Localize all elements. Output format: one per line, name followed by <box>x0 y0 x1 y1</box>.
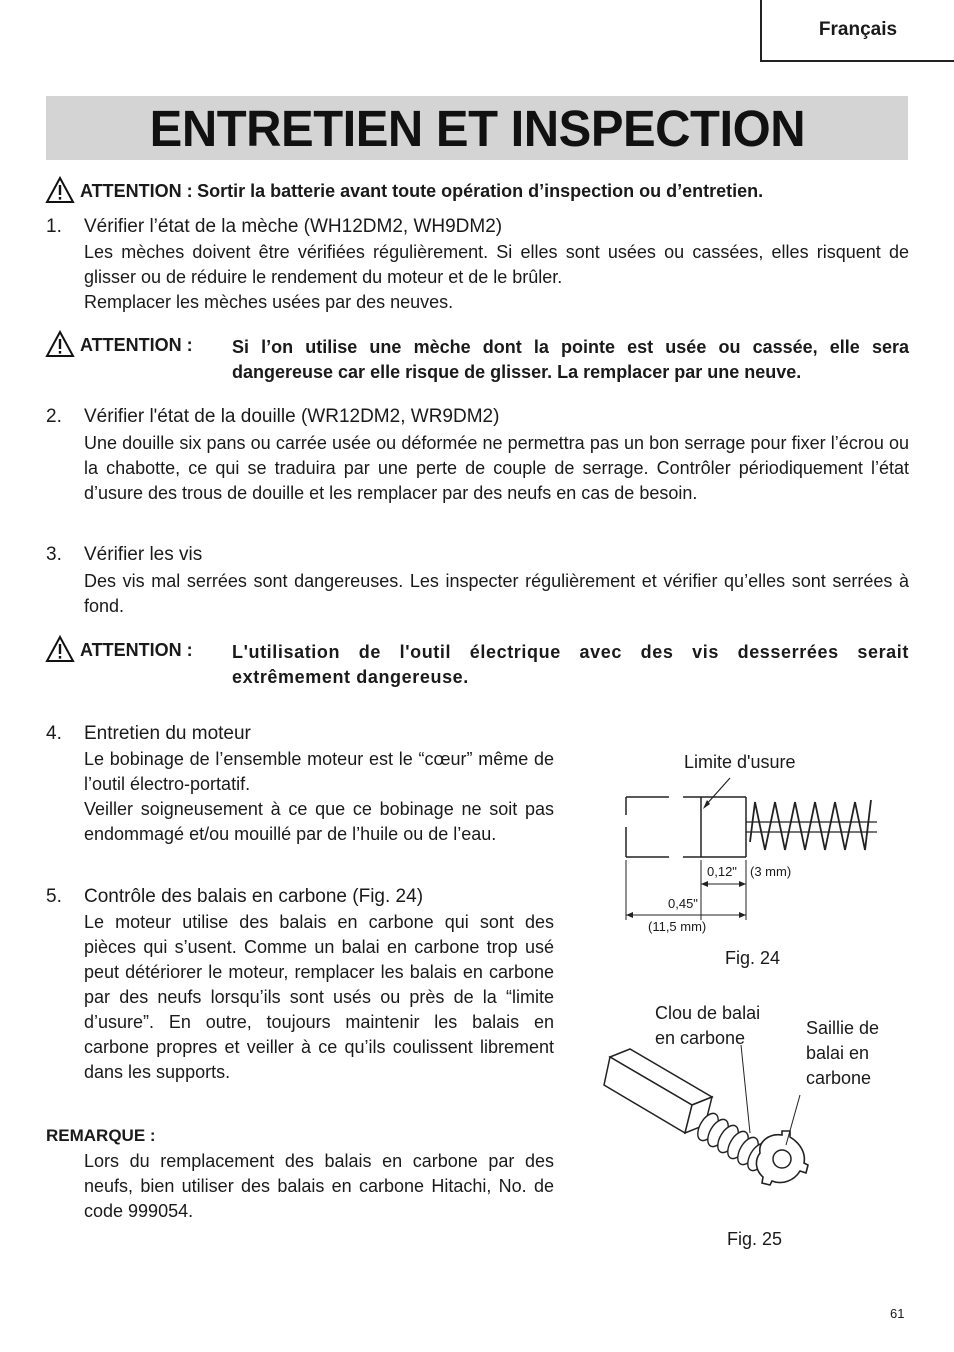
fig25-label-nail <box>655 1001 760 1051</box>
fig24-brush-diagram <box>615 770 885 940</box>
warning-3-text: L'utilisation de l'outil électrique avec des vis desserrées serait extrêmement dangereuse. <box>232 642 909 687</box>
fig25-brush-illustration <box>600 1045 830 1215</box>
section-2-number: 2. <box>46 406 62 427</box>
warning-triangle-icon <box>45 176 75 204</box>
warning-triangle-icon <box>45 330 75 358</box>
warning-triangle-icon <box>45 635 75 663</box>
fig24-dim-large-mm: (11,5 mm) <box>648 919 707 934</box>
attention-label: ATTENTION : <box>80 335 193 355</box>
fig25-label-nail-line: Clou de balai <box>655 1003 761 1023</box>
section-1-paragraph: Remplacer les mèches usées par des neuves. <box>84 292 454 312</box>
section-1-body <box>84 240 909 315</box>
section-1-number: 1. <box>46 216 62 237</box>
fig24-wear-limit-label: Limite d'usure <box>684 752 796 772</box>
section-3-body <box>84 569 909 619</box>
section-2-heading: Vérifier l'état de la douille (WR12DM2, WR9DM2) <box>84 406 500 427</box>
fig24-dim-small-in: 0,12" <box>707 864 737 879</box>
warning-1-text: Sortir la batterie avant toute opération d’inspection ou d’entretien. <box>197 181 764 201</box>
warning-1 <box>80 181 920 202</box>
remark-text: Lors du remplacement des balais en carbone par des neufs, bien utiliser des balais en carbone Hitachi, No. de code 999054. <box>84 1151 554 1221</box>
section-1-paragraph: Les mèches doivent être vérifiées régulièrement. Si elles sont usées ou cassées, elles risquent de glisser ou de réduire le rendement du moteur et de le brûler. <box>84 242 909 287</box>
section-5-heading: Contrôle des balais en carbone (Fig. 24) <box>84 886 424 907</box>
fig25-label-nail-line: en carbone <box>655 1028 746 1048</box>
attention-label: ATTENTION : <box>80 181 193 201</box>
page-title: ENTRETIEN ET INSPECTION <box>149 99 805 157</box>
fig25-label-protrusion-line: carbone <box>806 1068 872 1088</box>
section-3-number: 3. <box>46 544 62 565</box>
language-tab <box>760 0 954 62</box>
section-3-heading: Vérifier les vis <box>84 544 203 565</box>
fig25-caption: Fig. 25 <box>727 1229 783 1249</box>
fig24-caption: Fig. 24 <box>725 948 781 968</box>
section-5-number: 5. <box>46 886 62 907</box>
section-4-body <box>84 747 554 847</box>
remark-label: REMARQUE : <box>46 1126 156 1145</box>
attention-label: ATTENTION : <box>80 640 193 660</box>
section-2-body <box>84 431 909 506</box>
section-4-heading: Entretien du moteur <box>84 723 251 744</box>
section-5-paragraph: Le moteur utilise des balais en carbone qui sont des pièces qui s’usent. Comme un balai en carbone trop usé peut détériorer le moteur, remplacer les balais en carbone par des neufs lorsqu’ils sont usés ou près de la “limite d’usure”. En outre, toujours maintenir les balais en carbone propres et veiller à ce qu’ils coulissent librement dans les supports. <box>84 912 554 1082</box>
section-4-paragraph: Veiller soigneusement à ce que ce bobinage ne soit pas endommagé et/ou mouillé par de l’huile ou de l’eau. <box>84 799 554 844</box>
fig25-label-protrusion-line: balai en <box>806 1043 870 1063</box>
title-band <box>46 96 908 160</box>
fig25-label-protrusion-line: Saillie de <box>806 1018 880 1038</box>
section-4-number: 4. <box>46 723 62 744</box>
section-1-heading: Vérifier l’état de la mèche (WH12DM2, WH9DM2) <box>84 216 503 237</box>
fig24-dim-large-in: 0,45" <box>668 896 698 911</box>
section-4-paragraph: Le bobinage de l’ensemble moteur est le “cœur” même de l’outil électro-portatif. <box>84 749 554 794</box>
page-number: 61 <box>890 1306 905 1321</box>
section-5-body <box>84 910 554 1085</box>
fig24-dim-small-mm: (3 mm) <box>750 864 792 879</box>
section-2-paragraph: Une douille six pans ou carrée usée ou déformée ne permettra pas un bon serrage pour fixer l’écrou ou la chabotte, ce qui se traduira par une perte de couple de serrage. Contrôler périodiquement l’état d’usure des trous de douille et les remplacer par des neufs en cas de besoin. <box>84 433 909 503</box>
warning-2-text: Si l’on utilise une mèche dont la pointe est usée ou cassée, elle sera dangereuse car elle risque de glisser. La remplacer par une neuve. <box>232 337 909 382</box>
language-label: Français <box>818 19 898 40</box>
section-3-paragraph: Des vis mal serrées sont dangereuses. Les inspecter régulièrement et vérifier qu’elles sont serrées à fond. <box>84 571 909 616</box>
